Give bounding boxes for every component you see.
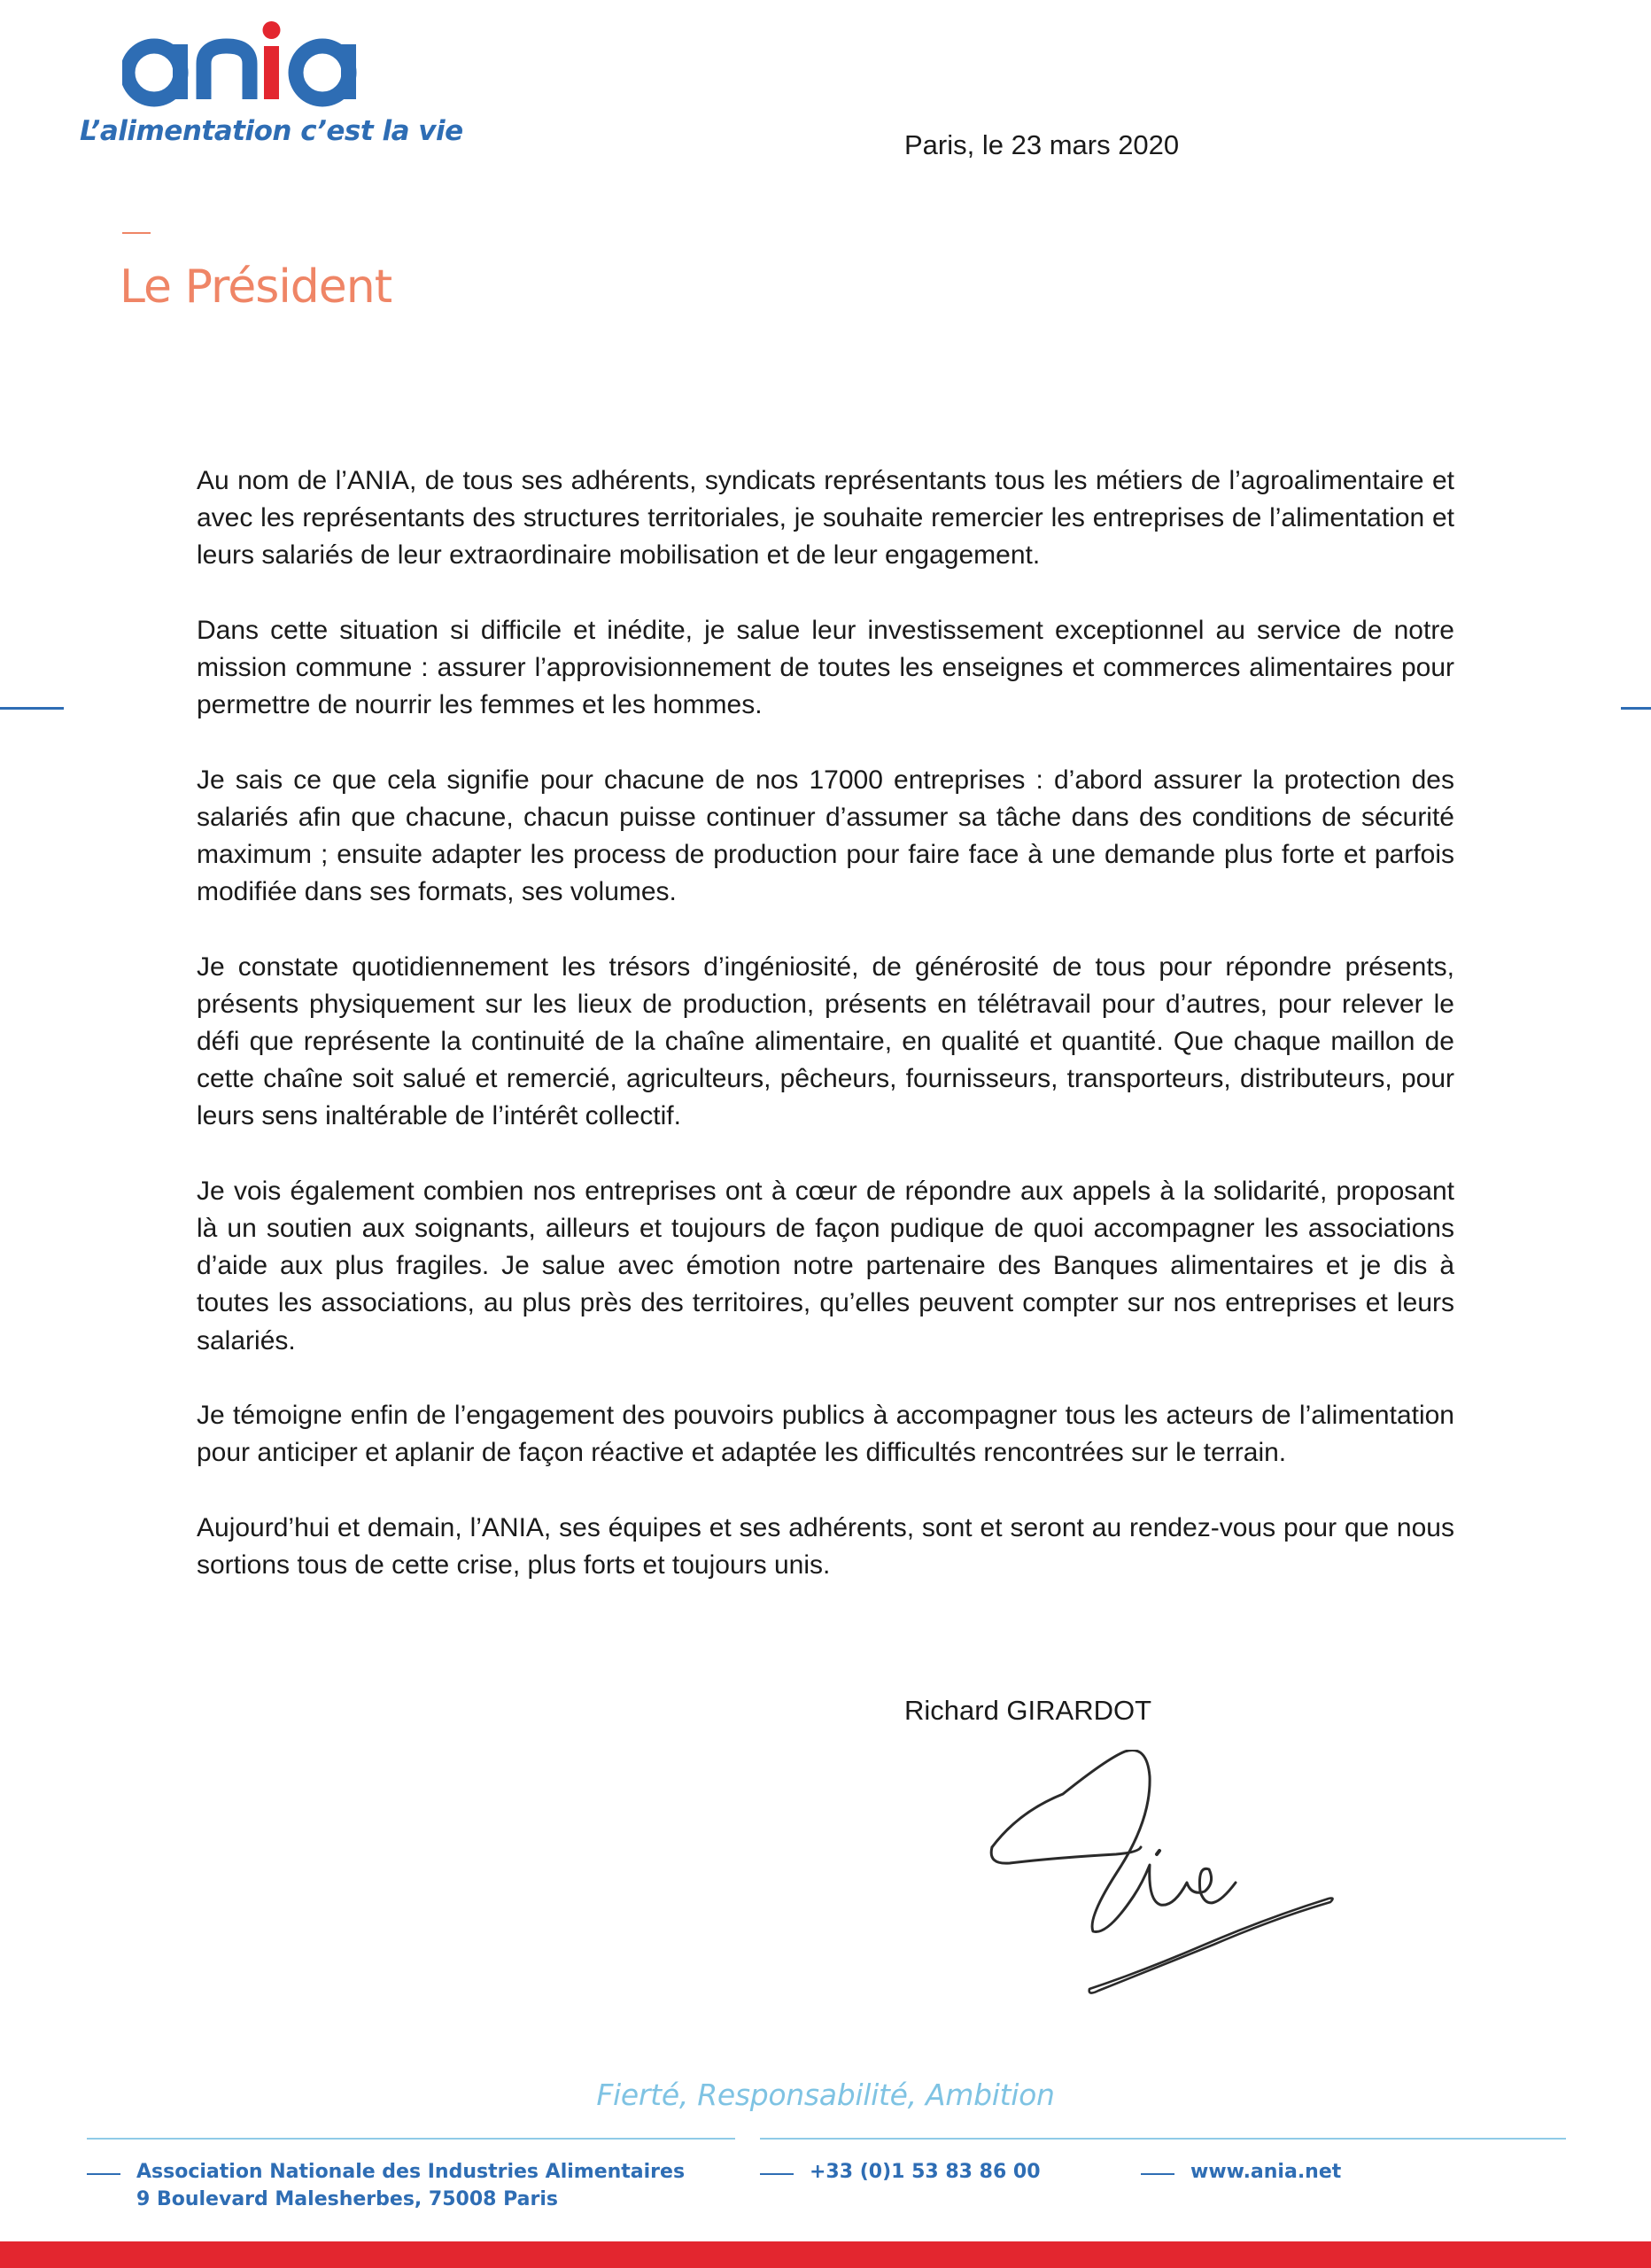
footer-org-name: Association Nationale des Industries Alimentaires — [136, 2161, 686, 2183]
fold-mark-left — [0, 707, 64, 710]
footer-dash — [87, 2173, 120, 2175]
paragraph: Je sais ce que cela signifie pour chacune de nos 17000 entreprises : d’abord assurer la protection des salariés afin que chacune, chacun puisse continuer d’assumer sa tâche dans des conditions de sécurité maximum ; ensuite adapter les process de production pour faire face à une demande plus forte et parfois modifiée dans ses formats, ses volumes. — [197, 765, 1454, 907]
paragraph: Au nom de l’ANIA, de tous ses adhérents, syndicats représentants tous les métiers de l’agroalimentaire et avec les représentants des structures territoriales, je souhaite remercier les entreprises de l’alimentation et leurs salariés de leur extraordinaire mobilisation et de leur engagement. — [197, 466, 1454, 571]
title-accent-dash — [122, 232, 151, 234]
letter-date: Paris, le 23 mars 2020 — [904, 129, 1180, 160]
paragraph: Je témoigne enfin de l’engagement des pouvoirs publics à accompagner tous les acteurs de l’alimentation pour anticiper et aplanir de façon réactive et adaptée les difficultés rencontrées sur le terrain. — [197, 1401, 1454, 1468]
page-title: Le Président — [120, 260, 392, 314]
footer-rule-left — [87, 2138, 735, 2140]
paragraph: Aujourd’hui et demain, l’ANIA, ses équipes et ses adhérents, sont et seront au rendez-vous pour que nous sortions tous de cette crise, plus forts et toujours unis. — [197, 1512, 1454, 1580]
ania-logo — [122, 18, 406, 111]
footer-motto: Fierté, Responsabilité, Ambition — [596, 2078, 1055, 2112]
footer-dash — [1141, 2173, 1174, 2175]
letter-body — [197, 462, 1454, 1584]
signer-name: Richard GIRARDOT — [904, 1695, 1152, 1726]
paragraph: Dans cette situation si difficile et inédite, je salue leur investissement exceptionnel au service de notre mission commune : assurer l’approvisionnement de toutes les enseignes et commerces alimentaires pour permettre de nourrir les femmes et les hommes. — [197, 615, 1454, 720]
footer-address: 9 Boulevard Malesherbes, 75008 Paris — [136, 2188, 558, 2210]
footer-rule-right — [760, 2138, 1566, 2140]
handwritten-signature — [983, 1750, 1346, 2016]
bottom-brand-bar — [0, 2241, 1651, 2268]
footer-dash — [760, 2173, 794, 2175]
brand-tagline: L’alimentation c’est la vie — [80, 115, 463, 147]
footer-phone: +33 (0)1 53 83 86 00 — [810, 2161, 1041, 2183]
footer-website-link[interactable]: www.ania.net — [1190, 2161, 1342, 2183]
paragraph: Je constate quotidiennement les trésors d’ingéniosité, de générosité de tous pour répondre présents, présents physiquement sur les lieux de production, présents en télétravail pour d’autres, pour relever le défi que représente la continuité de la chaîne alimentaire, en qualité et quantité. Que chaque maillon de cette chaîne soit salué et remercié, agriculteurs, pêcheurs, fournisseurs, transporteurs, distributeurs, pour leurs sens inaltérable de l’intérêt collectif. — [197, 951, 1454, 1131]
paragraph: Je vois également combien nos entreprises ont à cœur de répondre aux appels à la solidarité, proposant là un soutien aux soignants, ailleurs et toujours de façon pudique de quoi accompagner les associations d’aide aux plus fragiles. Je salue avec émotion notre partenaire des Banques alimentaires et je dis à toutes les associations, au plus près des territoires, qu’elles peuvent compter sur nos entreprises et leurs salariés. — [197, 1176, 1454, 1355]
fold-mark-right — [1621, 707, 1651, 710]
